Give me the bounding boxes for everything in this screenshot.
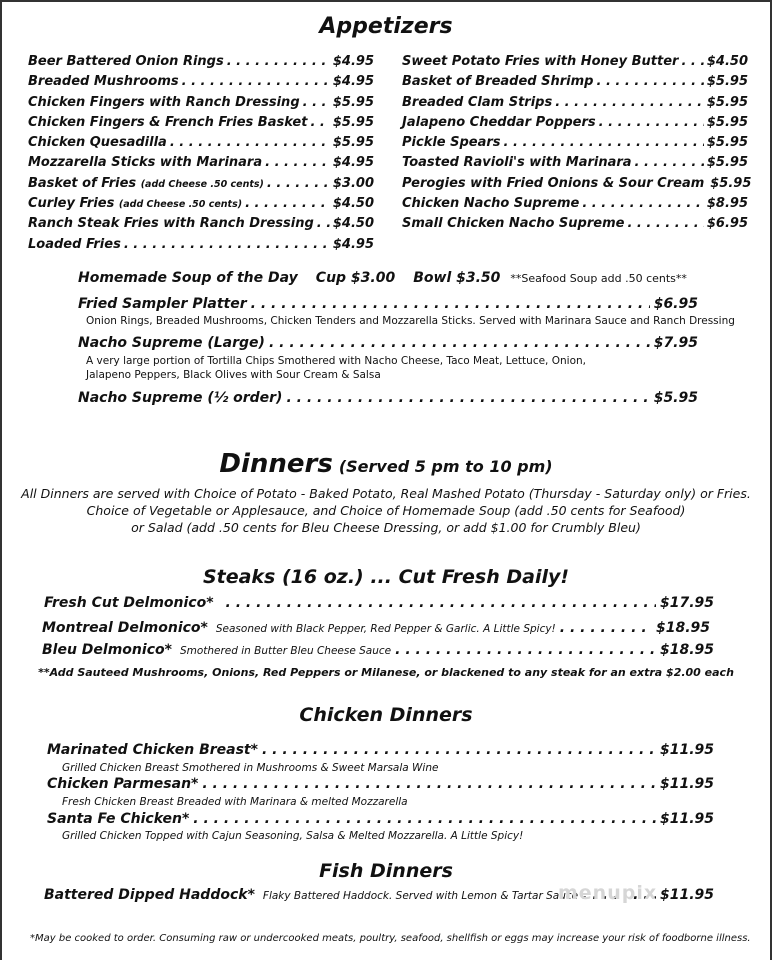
- menu-item: Breaded Clam Strips . . . $5.95: [402, 95, 748, 115]
- menu-item: Sweet Potato Fries with Honey Butter . . . $4.50: [402, 54, 748, 74]
- menu-item: Mozzarella Sticks with Marinara . . . $4.95: [28, 155, 374, 175]
- menu-item: Chicken Quesadilla . . . $5.95: [28, 135, 374, 155]
- chicken-desc: Grilled Chicken Topped with Cajun Seasoning, Salsa & Melted Mozzarella. A Little Spicy!: [62, 830, 524, 842]
- footnote: *May be cooked to order. Consuming raw or undercooked meats, poultry, seafood, shellfish or eggs may increase your risk of foodborne illness.: [30, 933, 751, 944]
- menu-item: Ranch Steak Fries with Ranch Dressing . . . $4.50: [28, 216, 374, 236]
- chicken-row: Chicken Parmesan* . . . $11.95: [47, 776, 714, 792]
- menu-item: Chicken Fingers & French Fries Basket . . . $5.95: [28, 115, 374, 135]
- menu-item: Curley Fries (add Cheese .50 cents) . . . $4.50: [28, 196, 374, 216]
- chicken-desc: Grilled Chicken Breast Smothered in Mushrooms & Sweet Marsala Wine: [62, 762, 439, 774]
- menu-item: Pickle Spears . . . $5.95: [402, 135, 748, 155]
- menu-item: Chicken Fingers with Ranch Dressing . . . $5.95: [28, 95, 374, 115]
- menu-item: Jalapeno Cheddar Poppers . . . $5.95: [402, 115, 748, 135]
- chicken-heading: Chicken Dinners: [299, 704, 473, 726]
- nacho-half-row: Nacho Supreme (½ order) . . . $5.95: [78, 390, 698, 406]
- dinners-intro: All Dinners are served with Choice of Potato - Baked Potato, Real Mashed Potato (Thursday - Saturday only) or Fries. Choice of Vegetable or Applesauce, and Choice of Homemade Soup (add .50 cents for Seafood) or Salad (add .50 cents for Bleu Cheese Dressing, or add $1.00 for Crumbly Bleu): [21, 486, 751, 535]
- steak-row: Montreal Delmonico* Seasoned with Black Pepper, Red Pepper & Garlic. A Little Spicy! . . . $18.95: [42, 620, 710, 636]
- menu-item: Breaded Mushrooms . . . $4.95: [28, 74, 374, 94]
- fish-heading: Fish Dinners: [319, 860, 453, 882]
- appetizers-right-column: [402, 54, 752, 237]
- nacho-large-row: Nacho Supreme (Large) . . . $7.95: [78, 335, 698, 351]
- chicken-row: Marinated Chicken Breast* . . . $11.95: [47, 742, 714, 758]
- chicken-row: Santa Fe Chicken* . . . $11.95: [47, 811, 714, 827]
- appetizers-left-column: [28, 54, 374, 257]
- dinners-heading: Dinners (Served 5 pm to 10 pm): [219, 449, 553, 479]
- menu-item: Loaded Fries . . . $4.95: [28, 237, 374, 257]
- menu-item: Small Chicken Nacho Supreme . . . $6.95: [402, 216, 748, 236]
- steak-row: Fresh Cut Delmonico* . . . $17.95: [44, 595, 714, 611]
- sampler-platter-desc: Onion Rings, Breaded Mushrooms, Chicken Tenders and Mozzarella Sticks. Served with Marinara Sauce and Ranch Dressing: [86, 315, 735, 327]
- menu-item: Basket of Breaded Shrimp . . . $5.95: [402, 74, 748, 94]
- steaks-heading: Steaks (16 oz.) ... Cut Fresh Daily!: [202, 566, 570, 588]
- menu-item: Toasted Ravioli's with Marinara . . . $5.95: [402, 155, 748, 175]
- menu-item: Beer Battered Onion Rings . . . $4.95: [28, 54, 374, 74]
- sampler-platter-row: Fried Sampler Platter . . . $6.95: [78, 296, 698, 312]
- chicken-desc: Fresh Chicken Breast Breaded with Marinara & melted Mozzarella: [62, 796, 408, 808]
- fish-row: Battered Dipped Haddock* Flaky Battered Haddock. Served with Lemon & Tartar Sauce . . . $11.95: [44, 887, 714, 903]
- nacho-large-desc: A very large portion of Tortilla Chips Smothered with Nacho Cheese, Taco Meat, Lettuce, Onion, Jalapeno Peppers, Black Olives with Sour Cream & Salsa: [86, 355, 586, 381]
- soup-line: Homemade Soup of the Day Cup $3.00 Bowl $3.50 **Seafood Soup add .50 cents**: [78, 270, 687, 286]
- menu-item: Chicken Nacho Supreme . . . $8.95: [402, 196, 748, 216]
- steak-row: Bleu Delmonico* Smothered in Butter Bleu Cheese Sauce . . . $18.95: [42, 642, 714, 658]
- steak-addon-note: **Add Sauteed Mushrooms, Onions, Red Peppers or Milanese, or blackened to any steak for an extra $2.00 each: [38, 666, 734, 679]
- appetizers-heading: Appetizers: [319, 14, 453, 39]
- menu-item: Perogies with Fried Onions & Sour Cream $5.95: [402, 175, 752, 191]
- menu-item: Basket of Fries (add Cheese .50 cents) . . . $3.00: [28, 176, 374, 196]
- watermark: menupix: [558, 882, 658, 904]
